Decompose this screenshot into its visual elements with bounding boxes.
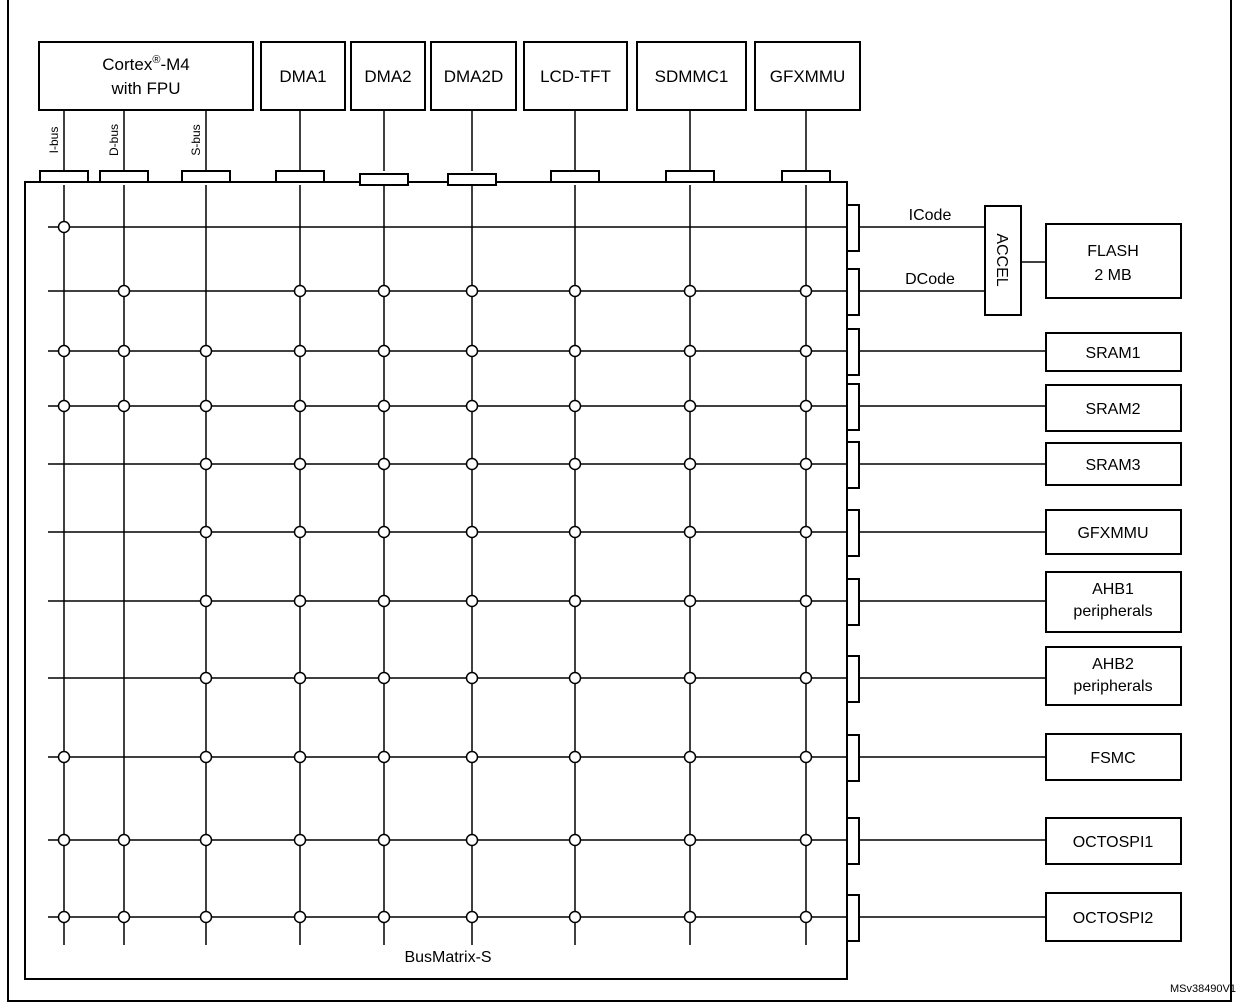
connection-node (379, 527, 390, 538)
connection-node (295, 527, 306, 538)
slave-label: GFXMMU (1077, 525, 1149, 542)
connection-node (467, 401, 478, 412)
accel-block (985, 206, 1021, 315)
connection-node (467, 673, 478, 684)
connection-node (467, 346, 478, 357)
cortex-subtitle: with FPU (111, 79, 181, 98)
flash-size: 2 MB (1094, 267, 1132, 284)
slave-sram1 (847, 329, 1181, 375)
connection-node (295, 346, 306, 357)
connection-node (467, 286, 478, 297)
cortex-bus-label: I-bus (47, 126, 61, 154)
connection-node (801, 752, 812, 763)
slave-dcode (847, 269, 985, 315)
connection-node (119, 346, 130, 357)
connection-node (685, 527, 696, 538)
connection-node (295, 459, 306, 470)
connection-node (59, 912, 70, 923)
slave-label: SRAM1 (1085, 345, 1141, 362)
connection-node (801, 835, 812, 846)
slave-label: AHB1 (1092, 581, 1134, 598)
connection-node (201, 527, 212, 538)
connection-node (685, 401, 696, 412)
connection-node (685, 752, 696, 763)
master-label: SDMMC1 (654, 67, 729, 86)
master-lcd-tft (524, 42, 627, 171)
connection-node (295, 835, 306, 846)
slave-label: peripherals (1073, 603, 1153, 620)
connection-node (467, 596, 478, 607)
slave-ahb1 (847, 572, 1181, 632)
slave-port (847, 510, 859, 556)
slave-port (847, 384, 859, 430)
master-dma1 (261, 42, 345, 171)
master-gfxmmu (755, 42, 860, 171)
connection-node (295, 286, 306, 297)
cortex-bus-label: S-bus (189, 124, 203, 156)
master-sdmmc1 (637, 42, 746, 171)
bus-matrix-box (25, 182, 847, 979)
slave-gfxmmu-slave (847, 510, 1181, 556)
master-port (100, 171, 148, 182)
connection-node (379, 835, 390, 846)
master-dma2 (351, 42, 425, 171)
connection-node (379, 596, 390, 607)
connection-node (379, 459, 390, 470)
connection-node (59, 401, 70, 412)
accel-label: ACCEL (993, 233, 1010, 287)
bus-matrix-grid (40, 171, 847, 945)
connection-node (570, 752, 581, 763)
master-label: DMA2 (364, 67, 412, 86)
connection-node (119, 835, 130, 846)
connection-node (570, 459, 581, 470)
connection-node (685, 346, 696, 357)
slave-icode (847, 205, 985, 251)
slave-port (847, 329, 859, 375)
connection-node (685, 596, 696, 607)
slave-label: peripherals (1073, 678, 1153, 695)
connection-node (685, 459, 696, 470)
connection-node (801, 912, 812, 923)
slave-port (847, 895, 859, 941)
connection-node (801, 401, 812, 412)
connection-node (801, 286, 812, 297)
connection-node (201, 752, 212, 763)
connection-node (570, 286, 581, 297)
slave-sram2 (847, 384, 1181, 431)
connection-node (379, 673, 390, 684)
master-label: GFXMMU (769, 67, 846, 86)
slave-port (847, 269, 859, 315)
connection-node (201, 835, 212, 846)
flash-block (1046, 224, 1181, 298)
connection-node (570, 673, 581, 684)
connection-node (801, 459, 812, 470)
connection-node (201, 912, 212, 923)
slave-port (847, 735, 859, 781)
connection-node (201, 673, 212, 684)
connection-node (570, 912, 581, 923)
connection-node (379, 346, 390, 357)
slave-ahb2 (847, 647, 1181, 705)
master-label: DMA2D (443, 67, 504, 86)
master-port (551, 171, 599, 182)
connection-node (119, 286, 130, 297)
slave-octospi2 (847, 893, 1181, 941)
connection-node (570, 835, 581, 846)
slave-port (847, 818, 859, 864)
cortex-bus-label: D-bus (107, 123, 121, 157)
connection-node (685, 673, 696, 684)
master-port (782, 171, 830, 182)
connection-node (59, 346, 70, 357)
slave-label: SRAM3 (1085, 457, 1141, 474)
connection-node (685, 912, 696, 923)
connection-node (467, 752, 478, 763)
connection-node (119, 912, 130, 923)
master-port (448, 174, 496, 185)
master-label: DMA1 (279, 67, 327, 86)
connection-node (801, 673, 812, 684)
cortex-title: Cortex®-M4 (102, 54, 190, 74)
connection-node (570, 596, 581, 607)
connection-node (570, 527, 581, 538)
connection-node (467, 835, 478, 846)
connection-node (295, 752, 306, 763)
connection-node (201, 596, 212, 607)
connection-node (685, 835, 696, 846)
slave-port (847, 442, 859, 488)
code-bus-label: DCode (905, 271, 955, 288)
flash-label: FLASH (1087, 243, 1139, 260)
connection-node (295, 596, 306, 607)
connection-node (295, 401, 306, 412)
connection-node (801, 346, 812, 357)
connection-node (59, 222, 70, 233)
connection-node (467, 527, 478, 538)
slave-label: AHB2 (1092, 656, 1134, 673)
connection-node (801, 527, 812, 538)
master-dma2d (431, 42, 516, 171)
slave-label: OCTOSPI1 (1072, 834, 1154, 851)
master-cortex-m4 (39, 42, 253, 110)
connection-node (379, 912, 390, 923)
connection-node (59, 752, 70, 763)
bus-matrix-label: BusMatrix-S (404, 949, 492, 966)
figure-id: MSv38490V1 (1169, 983, 1236, 995)
connection-node (467, 459, 478, 470)
master-label: LCD-TFT (540, 67, 611, 86)
slave-label: SRAM2 (1085, 401, 1141, 418)
connection-node (379, 401, 390, 412)
connection-node (379, 286, 390, 297)
slave-octospi1 (847, 818, 1181, 864)
master-port (666, 171, 714, 182)
master-port (40, 171, 88, 182)
code-bus-label: ICode (908, 207, 952, 224)
connection-node (295, 673, 306, 684)
slave-port (847, 579, 859, 625)
slave-fsmc (847, 734, 1181, 781)
master-port (182, 171, 230, 182)
connection-node (379, 752, 390, 763)
connection-node (59, 835, 70, 846)
connection-node (467, 912, 478, 923)
slave-label: OCTOSPI2 (1072, 910, 1154, 927)
slave-port (847, 205, 859, 251)
slave-port (847, 656, 859, 702)
master-port (360, 174, 408, 185)
connection-node (201, 459, 212, 470)
connection-node (201, 346, 212, 357)
connection-node (570, 401, 581, 412)
connection-node (295, 912, 306, 923)
master-blocks (39, 42, 860, 171)
connection-node (570, 346, 581, 357)
connection-node (801, 596, 812, 607)
connection-node (685, 286, 696, 297)
slave-sram3 (847, 442, 1181, 488)
slave-label: FSMC (1090, 750, 1136, 767)
connection-node (119, 401, 130, 412)
connection-node (201, 401, 212, 412)
master-port (276, 171, 324, 182)
